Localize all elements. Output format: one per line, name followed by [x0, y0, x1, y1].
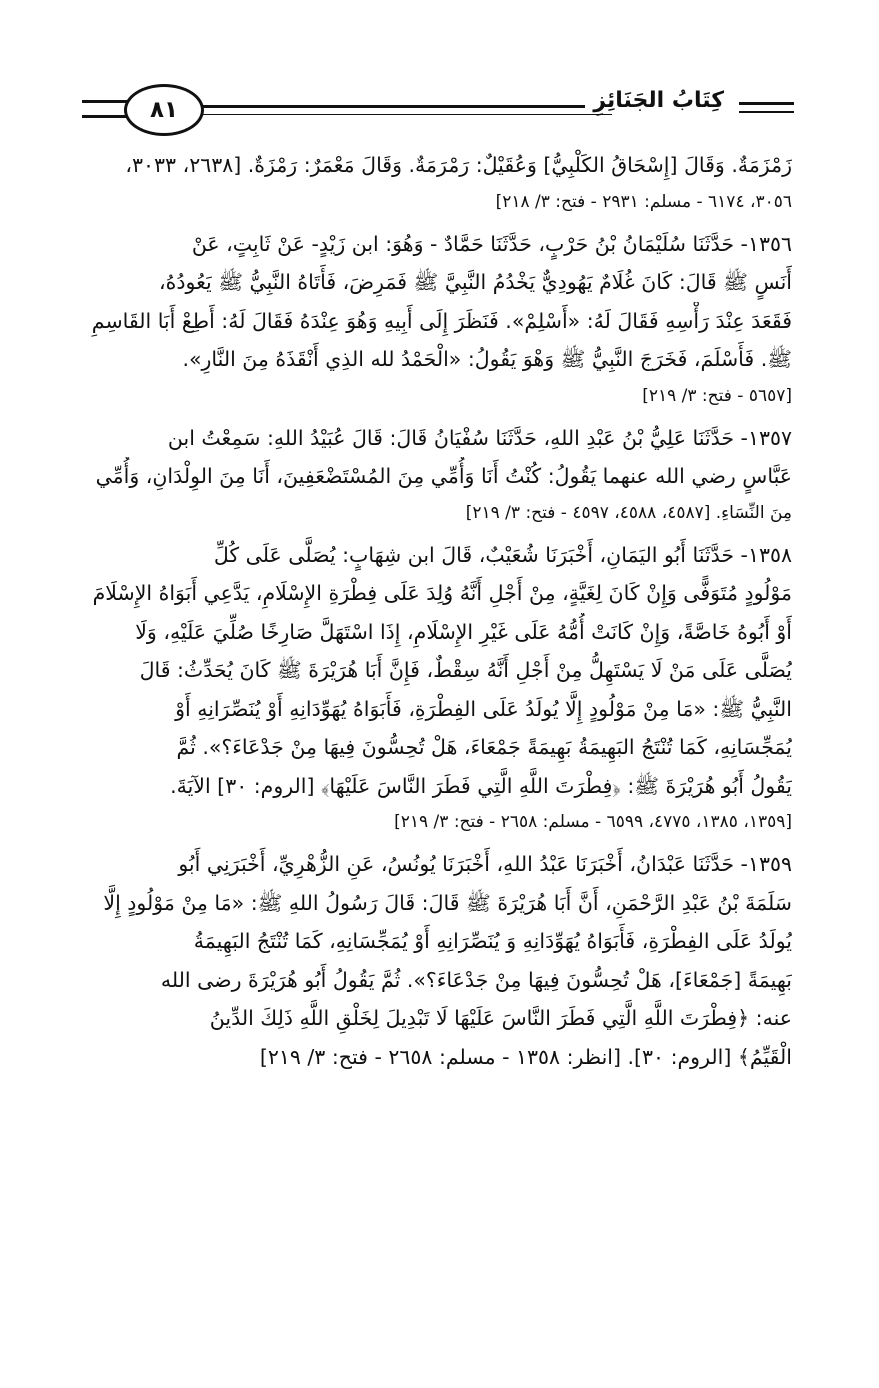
reference-line: ٣٠٥٦، ٦١٧٤ - مسلم: ٢٩٣١ - فتح: ٣/ ٢١٨]: [495, 191, 792, 212]
page-number: ٨١: [124, 84, 204, 136]
text-line: فَقَعَدَ عِنْدَ رَأْسِهِ فَقَالَ لَهُ: «أَسْلِمْ». فَنَظَرَ إِلَى أَبِيهِ وَهُوَ عِنْدَهُ فَقَالَ لَهُ: أَطِعْ أَبَا القَاسِمِ: [91, 308, 792, 333]
text-line: ١٣٥٨- حَدَّثَنَا أَبُو اليَمَانِ، أَخْبَرَنَا شُعَيْبٌ، قَالَ ابن شِهَابٍ: يُصَلَّى عَلَى كُلِّ: [213, 542, 792, 567]
text-line: ١٣٥٦- حَدَّثَنَا سُلَيْمَانُ بْنُ حَرْبٍ، حَدَّثَنَا حَمَّادٌ - وَهُوَ: ابن زَيْدٍ- عَنْ ثَابِتٍ، عَنْ: [191, 231, 792, 256]
page-header: [82, 84, 794, 136]
text-line: يَقُولُ أَبُو هُرَيْرَةَ ﷺ: ﴿فِطْرَتَ اللَّهِ الَّتِي فَطَرَ النَّاسَ عَلَيْهَا﴾ [الروم: ٣٠] الآيَةَ.: [170, 773, 792, 798]
text-line: عنه: ﴿فِطْرَتَ اللَّهِ الَّتِي فَطَرَ النَّاسَ عَلَيْهَا لَا تَبْدِيلَ لِخَلْقِ اللَّهِ ذَلِكَ الدِّينُ: [209, 1006, 792, 1030]
text-line: يُولَدُ عَلَى الفِطْرَةِ، فَأَبَوَاهُ يُهَوِّدَانِهِ وَ يُنَصِّرَانِهِ أَوْ يُمَجِّسَانِهِ، كَمَا تُنْتَجُ البَهِيمَةُ: [193, 929, 792, 953]
text-line: النَّبِيُّ ﷺ: «مَا مِنْ مَوْلُودٍ إِلَّا يُولَدُ عَلَى الفِطْرَةِ، فَأَبَوَاهُ يُهَوِّدَانِهِ أَوْ يُنَصِّرَانِهِ أَوْ: [175, 696, 792, 721]
text-line: سَلَمَةَ بْنُ عَبْدِ الرَّحْمَنِ، أَنَّ أَبَا هُرَيْرَةَ ﷺ قَالَ: قَالَ رَسُولُ اللهِ ﷺ: «مَا مِنْ مَوْلُودٍ إِلَّا: [103, 890, 792, 915]
text-line: الْقَيِّمُ﴾ [الروم: ٣٠]. [انظر: ١٣٥٨ - مسلم: ٢٦٥٨ - فتح: ٣/ ٢١٩]: [259, 1044, 792, 1069]
running-title: كِتَابُ الجَنَائِزِ: [585, 88, 732, 113]
header-rule-right: [739, 102, 794, 113]
text-line: يُصَلَّى عَلَى مَنْ لَا يَسْتَهِلُّ مِنْ أَجْلِ أَنَّهُ سِقْطٌ، فَإِنَّ أَبَا هُرَيْرَةَ ﷺ كَانَ يُحَدِّثُ: قَالَ: [139, 658, 792, 682]
reference-line: [٥٦٥٧ - فتح: ٣/ ٢١٩]: [642, 385, 792, 406]
text-line: ١٣٥٩- حَدَّثَنَا عَبْدَانُ، أَخْبَرَنَا عَبْدُ اللهِ، أَخْبَرَنَا يُونُسُ، عَنِ الزُّهْرِيِّ، أَخْبَرَنِي أَبُو: [178, 852, 792, 876]
text-line: يُمَجِّسَانِهِ، كَمَا تُنْتَجُ البَهِيمَةُ بَهِيمَةً جَمْعَاءَ، هَلْ تُحِسُّونَ فِيهَا مِنْ جَدْعَاءَ؟». ثُمَّ: [176, 735, 792, 759]
reference-line: [١٣٥٩، ١٣٨٥، ٤٧٧٥، ٦٥٩٩ - مسلم: ٢٦٥٨ - فتح: ٣/ ٢١٩]: [394, 812, 792, 832]
text-line: مَوْلُودٍ مُتَوَفًّى وَإِنْ كَانَ لِغَيَّةٍ، مِنْ أَجْلِ أَنَّهُ وُلِدَ عَلَى فِطْرَةِ الإِسْلَامِ، يَدَّعِي أَبَوَاهُ الإِسْلَامَ: [92, 581, 792, 605]
text-line: أَنَسٍ ﷺ قَالَ: كَانَ غُلَامٌ يَهُودِيٌّ يَخْدُمُ النَّبِيَّ ﷺ فَمَرِضَ، فَأَتَاهُ النَّبِيُّ ﷺ يَعُودُهُ،: [159, 270, 792, 294]
text-line: عَبَّاسٍ رضي الله عنهما يَقُولُ: كُنْتُ أَنَا وَأُمِّي مِنَ المُسْتَضْعَفِينَ، أَنَا مِنَ الوِلْدَانِ، وَأُمِّي: [95, 464, 792, 488]
text-line: أَوْ أَبُوهُ خَاصَّةً، وَإِنْ كَانَتْ أُمُّهُ عَلَى غَيْرِ الإِسْلَامِ، إِذَا اسْتَهَلَّ صَارِخًا صُلِّيَ عَلَيْهِ، وَلَا: [135, 619, 792, 644]
reference-line: مِنَ النِّسَاءِ. [٤٥٨٧، ٤٥٨٨، ٤٥٩٧ - فتح: ٣/ ٢١٩]: [465, 502, 792, 523]
text-line: ١٣٥٧- حَدَّثَنَا عَلِيُّ بْنُ عَبْدِ اللهِ، حَدَّثَنَا سُفْيَانُ قَالَ: قَالَ عُبَيْدُ اللهِ: سَمِعْتُ ابن: [167, 425, 792, 450]
hadith-1359: [84, 845, 792, 1076]
paragraph-continuation: [84, 146, 792, 219]
page-body: [84, 146, 792, 1076]
text-line: بَهِيمَةً [جَمْعَاءَ]، هَلْ تُحِسُّونَ فِيهَا مِنْ جَدْعَاءَ؟». ثُمَّ يَقُولُ أَبُو هُرَيْرَةَ رضى الله: [160, 967, 792, 992]
header-rule-middle: [182, 105, 612, 115]
hadith-1358: [84, 536, 792, 840]
hadith-1356: [84, 225, 792, 413]
hadith-1357: [84, 419, 792, 530]
text-line: ﷺ. فَأَسْلَمَ، فَخَرَجَ النَّبِيُّ ﷺ وَهْوَ يَقُولُ: «الْحَمْدُ لله الذِي أَنْقَذَهُ مِنَ النَّارِ».: [182, 347, 792, 371]
text-line: زَمْزَمَةٌ. وَقَالَ [إِسْحَاقُ الكَلْبِيُّ] وَعُقَيْلٌ: رَمْرَمَةٌ. وَقَالَ مَعْمَرٌ: رَمْزَةٌ. [٢٦٣٨، ٣٠٣٣،: [125, 153, 792, 177]
